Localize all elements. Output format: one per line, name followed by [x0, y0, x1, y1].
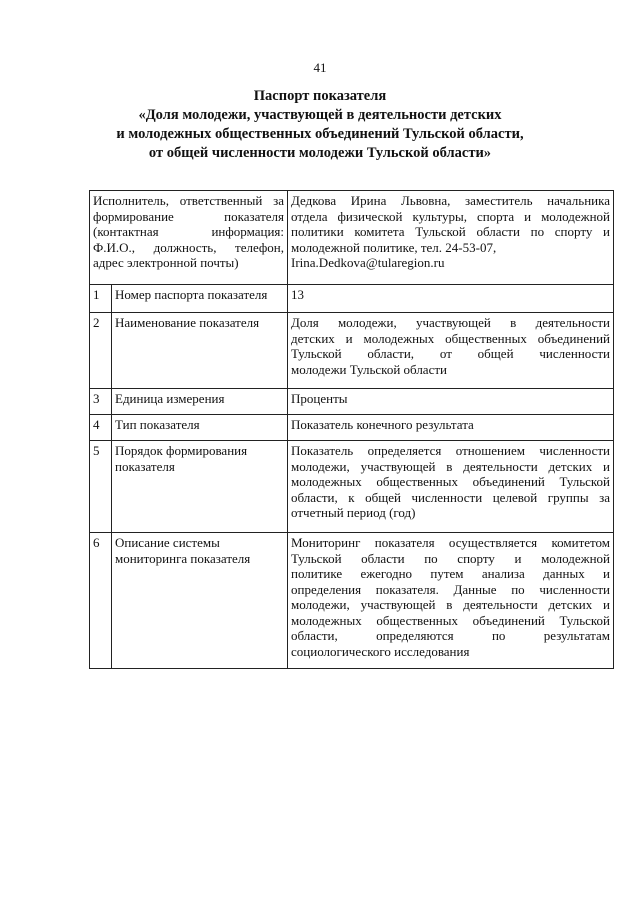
- title-line: от общей численности молодежи Тульской области»: [148, 145, 492, 161]
- row-value-line: молодежи, участвующей в деятельности детских и: [291, 597, 611, 612]
- row-number: 2: [90, 313, 112, 389]
- passport-row: [90, 415, 614, 441]
- row-value: [288, 285, 614, 313]
- row-label: Описание системы мониторинга показателя: [112, 533, 288, 669]
- row-number: 5: [90, 441, 112, 533]
- row-label: Номер паспорта показателя: [112, 285, 288, 313]
- page-number: 41: [313, 60, 327, 75]
- row-value: [288, 415, 614, 441]
- executor-label: [90, 191, 288, 285]
- passport-table: [89, 190, 614, 669]
- row-number: 3: [90, 389, 112, 415]
- document-title: [40, 87, 600, 163]
- executor-label-line: Исполнитель, ответственный за: [93, 193, 285, 208]
- executor-label-line: (контактная информация:: [93, 224, 285, 239]
- executor-label-line: формирование показателя: [93, 208, 285, 224]
- row-value-line: области, определяются по результатам: [291, 628, 611, 643]
- executor-row: [90, 191, 614, 285]
- row-value-line: области, к общей численности целевой группы за: [291, 489, 611, 505]
- executor-value: [288, 191, 614, 285]
- row-value-line: молодежи, участвующей в деятельности детских и: [291, 458, 611, 474]
- row-number: 4: [90, 415, 112, 441]
- row-value-line: Показатель конечного результата: [291, 417, 474, 432]
- passport-row: [90, 313, 614, 389]
- row-value-line: Тульской области, от общей численности: [291, 346, 611, 361]
- passport-row: [90, 533, 614, 669]
- row-value-line: молодежных общественных объединений Тульской: [291, 612, 611, 628]
- row-label: Наименование показателя: [112, 313, 288, 389]
- passport-row: [90, 389, 614, 415]
- row-value-line: Тульской области по спорту и молодежной: [291, 550, 611, 566]
- row-value-line: политике ежегодно путем анализа данных и: [291, 566, 611, 581]
- row-value-line: отчетный период (год): [291, 505, 416, 520]
- executor-label-line: Ф.И.О., должность, телефон,: [93, 239, 285, 255]
- title-line: «Доля молодежи, участвующей в деятельности детских: [138, 107, 502, 123]
- executor-value-line: молодежной политике, тел. 24-53-07,: [291, 239, 497, 255]
- executor-value-line: отдела физической культуры, спорта и молодежной: [291, 208, 611, 224]
- executor-value-line: Дедкова Ирина Львовна, заместитель начальника: [291, 193, 611, 208]
- row-value-line: детских и молодежных общественных объединений: [291, 330, 611, 346]
- row-value-line: Мониторинг показателя осуществляется комитетом: [291, 535, 611, 550]
- row-label: Тип показателя: [112, 415, 288, 441]
- row-value: [288, 533, 614, 669]
- passport-row: [90, 441, 614, 533]
- row-value-line: Проценты: [291, 391, 348, 406]
- row-label: Единица измерения: [112, 389, 288, 415]
- row-value-line: молодежи Тульской области: [291, 361, 447, 377]
- row-value-line: определения показателя. Данные по численности: [291, 581, 611, 597]
- executor-value-line: Irina.Dedkova@tularegion.ru: [291, 255, 445, 270]
- row-value-line: 13: [291, 287, 305, 302]
- row-number: 1: [90, 285, 112, 313]
- row-value: [288, 441, 614, 533]
- executor-label-line: адрес электронной почты): [93, 255, 239, 270]
- row-value-line: социологического исследования: [291, 643, 470, 659]
- row-value-line: Доля молодежи, участвующей в деятельности: [291, 315, 611, 330]
- row-value: [288, 313, 614, 389]
- passport-row: [90, 285, 614, 313]
- title-line: и молодежных общественных объединений Тульской области,: [116, 126, 524, 142]
- row-value: [288, 389, 614, 415]
- row-value-line: молодежных общественных объединений Тульской: [291, 474, 611, 489]
- row-label: Порядок формирования показателя: [112, 441, 288, 533]
- executor-value-line: политики комитета Тульской области по спорту и: [291, 224, 611, 239]
- row-number: 6: [90, 533, 112, 669]
- row-value-line: Показатель определяется отношением численности: [291, 443, 611, 458]
- title-line: Паспорт показателя: [253, 88, 387, 104]
